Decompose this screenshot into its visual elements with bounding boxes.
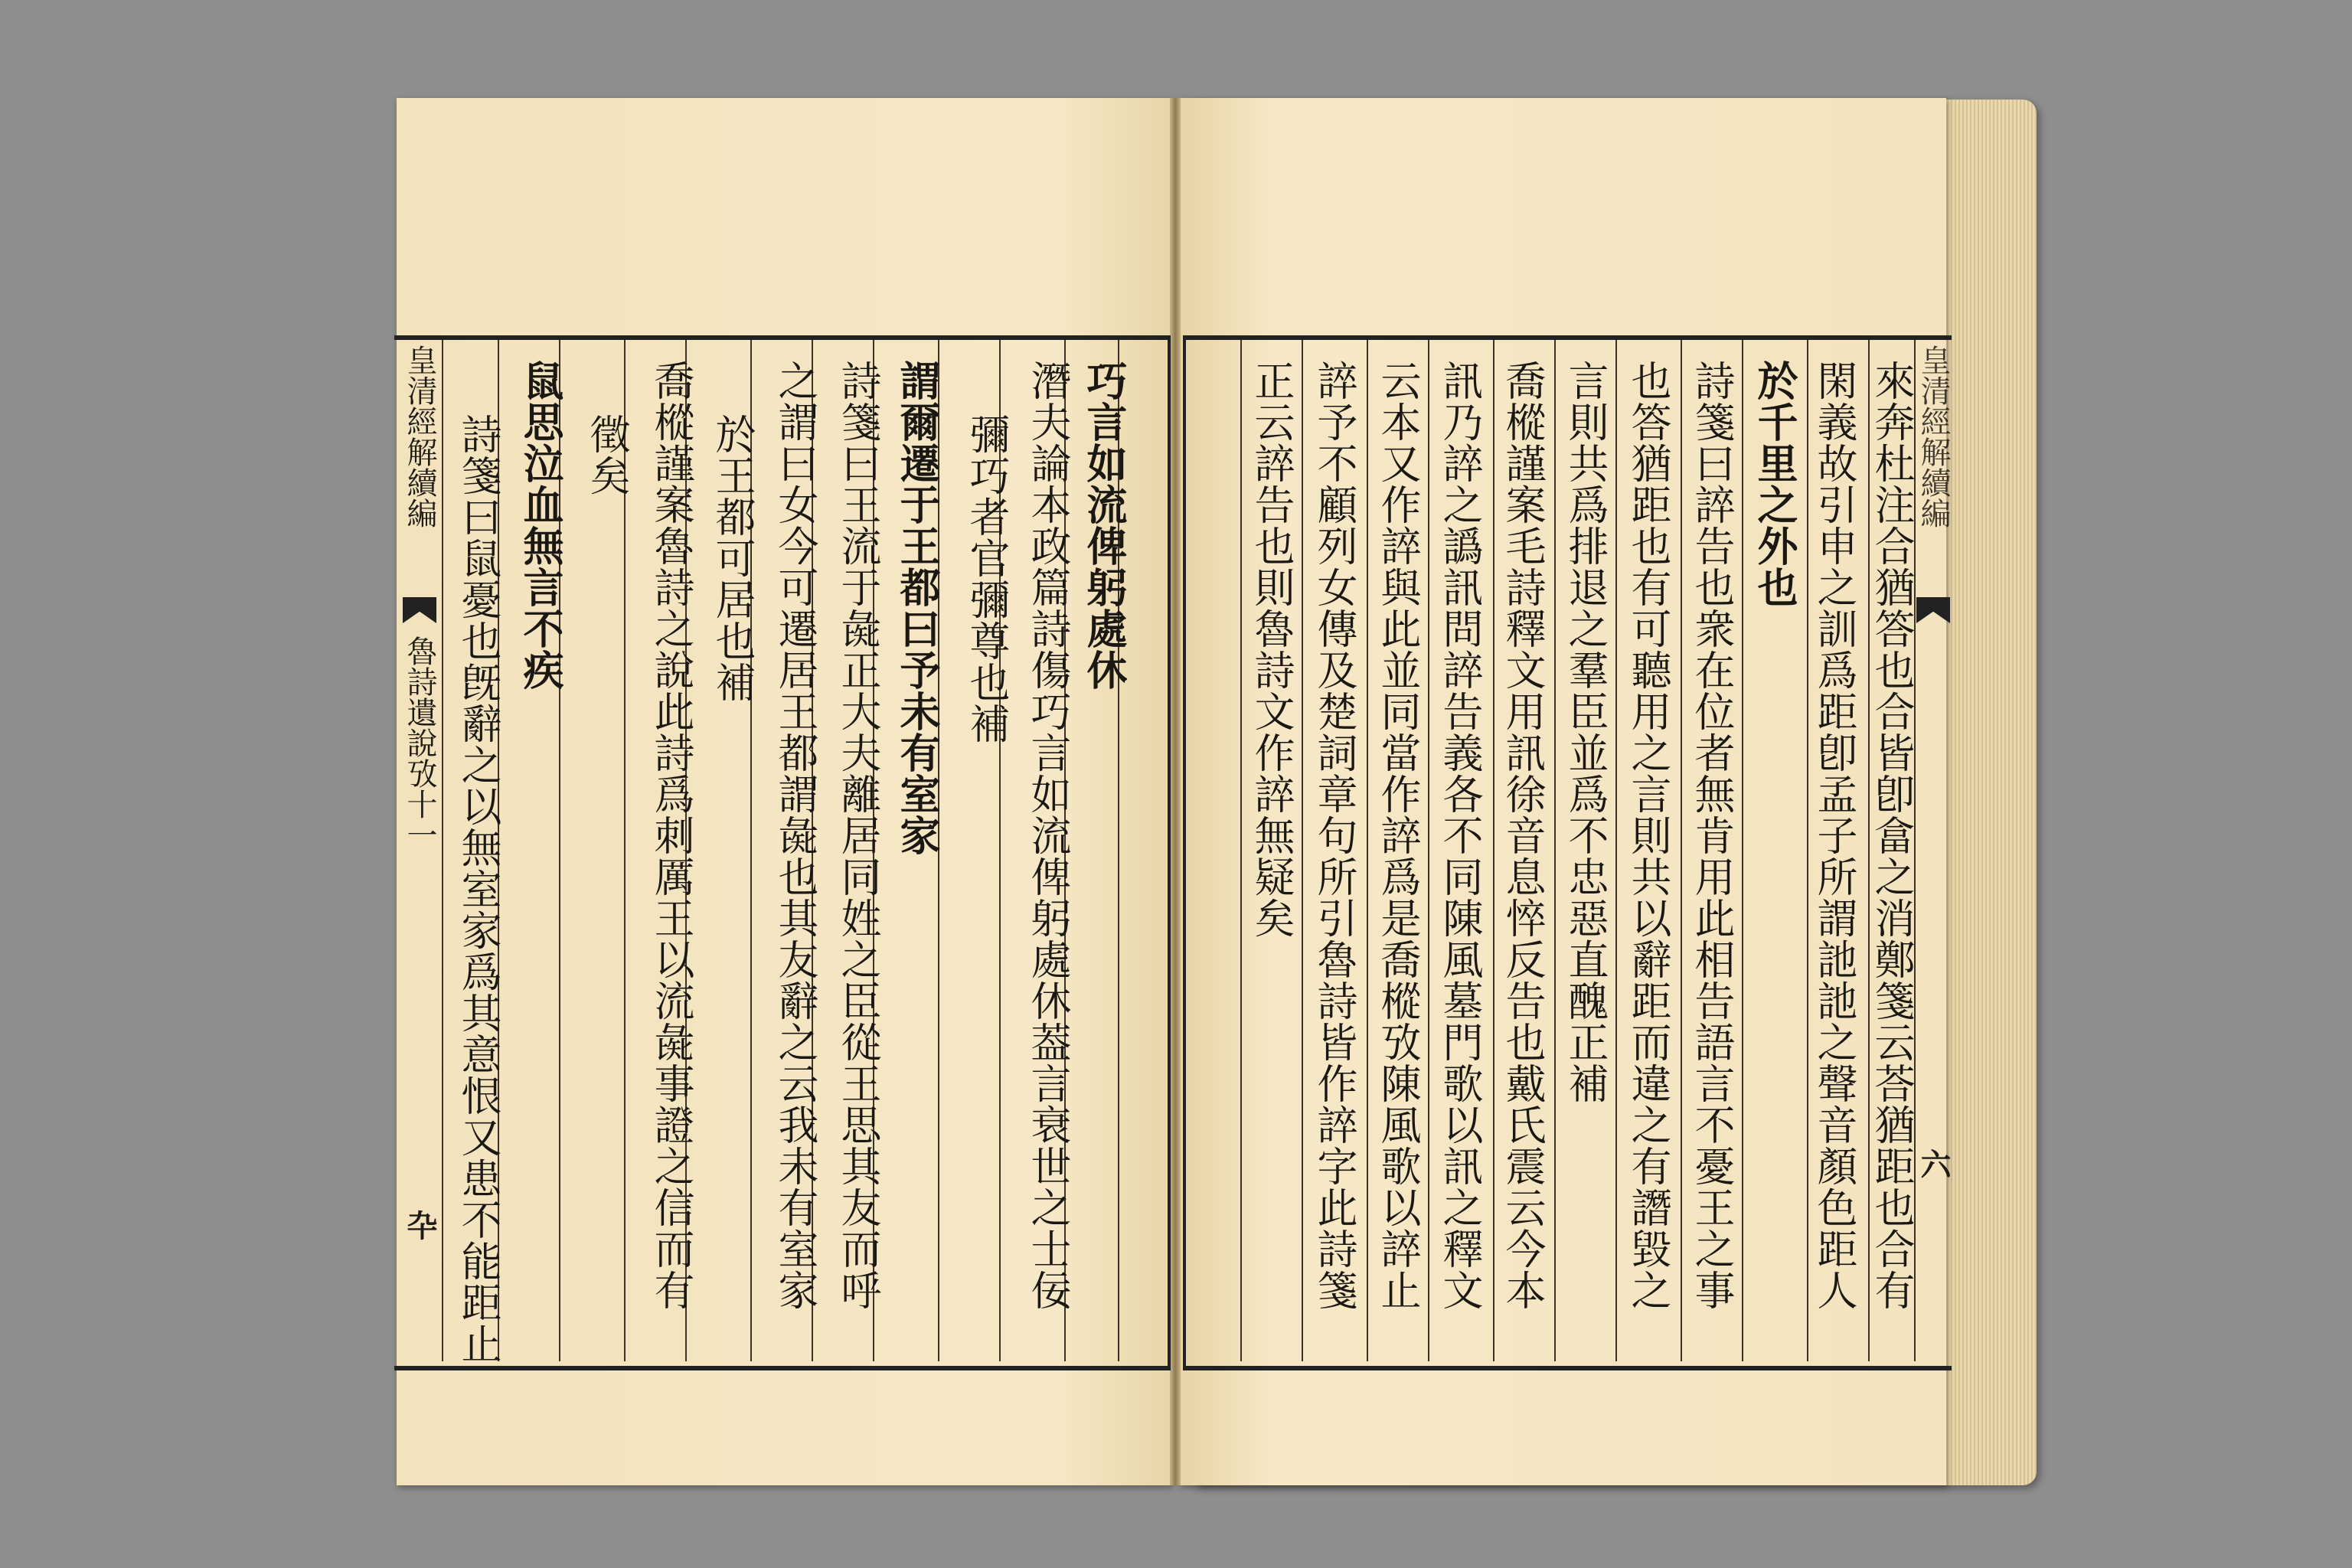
text-column: 來奔杜注合猶答也合皆卽畣之消鄭箋云荅猶距也合有 bbox=[1868, 360, 1915, 1311]
text-column: 巧言如流俾躬處休 bbox=[1080, 360, 1128, 691]
book-gutter bbox=[1170, 98, 1181, 1485]
text-column: 誶予不顧列女傳及楚詞章句所引魯詩皆作誶字此詩箋 bbox=[1311, 360, 1357, 1311]
text-column: 云本又作誶與此並同當作誶爲是喬樅攷陳風歌以誶止 bbox=[1374, 360, 1421, 1311]
column-rule bbox=[1428, 340, 1429, 1361]
text-column: 詩箋曰鼠憂也旣辭之以無室家爲其意恨又患不能距止 bbox=[455, 413, 501, 1364]
text-column: 喬樅謹案魯詩之說此詩爲刺厲王以流彘事證之信而有 bbox=[648, 360, 694, 1311]
left-page-number: 卆 bbox=[402, 1210, 438, 1240]
text-column: 於千里之外也 bbox=[1751, 360, 1798, 608]
text-column: 於王都可居也補 bbox=[709, 413, 756, 703]
left-margin-title: 皇清經解續編 bbox=[402, 345, 437, 528]
right-page-number: 六 bbox=[1916, 1148, 1952, 1179]
column-rule bbox=[1615, 340, 1617, 1361]
column-rule bbox=[1493, 340, 1494, 1361]
text-column: 謂爾遷于王都曰予未有室家 bbox=[893, 360, 941, 856]
text-column: 也答猶距也有可聽用之言則共以辭距而違之有譖毀之 bbox=[1625, 360, 1671, 1311]
text-column: 鼠思泣血無言不疾 bbox=[517, 360, 564, 691]
text-column: 閑義故引申之訓爲距卽孟子所謂訑訑之聲音顏色距人 bbox=[1811, 360, 1857, 1311]
text-column: 正云誶告也則魯詩文作誶無疑矣 bbox=[1248, 360, 1295, 939]
column-rule bbox=[1367, 340, 1368, 1361]
text-column: 訊乃誶之譌訊問誶告義各不同陳風墓門歌以訊之釋文 bbox=[1436, 360, 1483, 1311]
text-column: 之謂曰女今可遷居王都謂彘也其友辭之云我未有室家 bbox=[772, 360, 818, 1311]
text-column: 徵矣 bbox=[583, 413, 630, 496]
column-rule bbox=[442, 340, 443, 1361]
column-rule bbox=[1807, 340, 1808, 1361]
column-rule bbox=[1240, 340, 1242, 1361]
text-column: 喬樅謹案毛詩釋文用訊徐音息悴反告也戴氏震云今本 bbox=[1499, 360, 1546, 1311]
text-column: 詩箋曰王流于彘正大夫離居同姓之臣從王思其友而呼 bbox=[835, 360, 881, 1311]
right-margin-title: 皇清經解續編 bbox=[1916, 345, 1951, 528]
left-margin-subtitle: 魯詩遺說攷十一 bbox=[402, 635, 437, 850]
column-rule bbox=[1681, 340, 1682, 1361]
text-column: 言則共爲排退之羣臣並爲不忠惡直醜正補 bbox=[1562, 360, 1609, 1104]
text-column: 彌巧者官彌尊也補 bbox=[963, 413, 1010, 744]
column-rule bbox=[1554, 340, 1556, 1361]
text-column: 潛夫論本政篇詩傷巧言如流俾躬處休葢言衰世之士佞 bbox=[1024, 360, 1071, 1311]
column-rule bbox=[1742, 340, 1743, 1361]
column-rule bbox=[1302, 340, 1303, 1361]
text-column: 詩箋曰誶告也衆在位者無肯用此相告語言不憂王之事 bbox=[1688, 360, 1735, 1311]
